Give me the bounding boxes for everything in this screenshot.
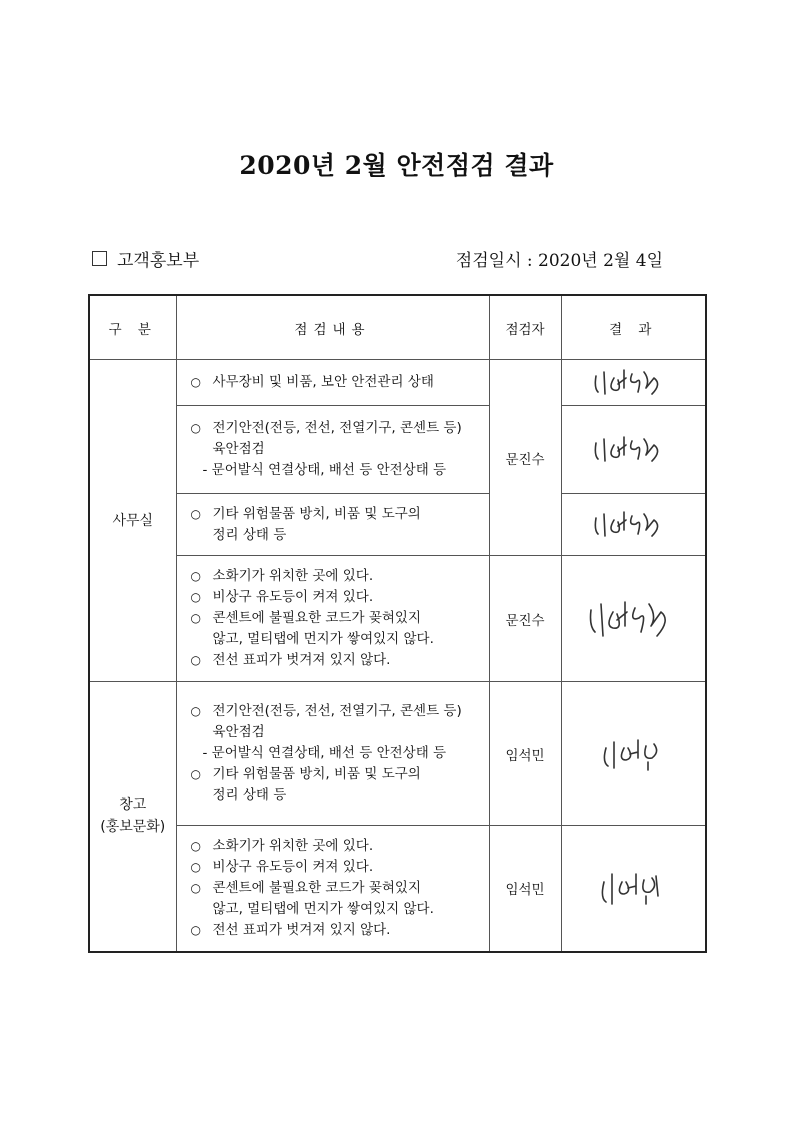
- check-item-text: 전기안전(전등, 전선, 전열기구, 콘센트 등): [212, 703, 462, 719]
- header-inspector: 점검자: [489, 295, 561, 360]
- inspector-name: 임석민: [489, 682, 561, 826]
- inspection-date: 점검일시 : 2020년 2월 4일: [455, 251, 663, 271]
- table-row: [89, 360, 706, 406]
- check-item-line: [191, 587, 479, 608]
- bullet-circle-icon: ○: [190, 859, 201, 874]
- check-items: [176, 360, 489, 406]
- inspector-name: 문진수: [489, 556, 561, 682]
- table-row: [89, 682, 706, 826]
- table-row: [89, 494, 706, 556]
- check-item-text: 정리 상태 등: [212, 787, 287, 803]
- signature-image: [561, 826, 706, 952]
- signature-image: [561, 360, 706, 406]
- inspector-name: 임석민: [489, 826, 561, 952]
- signature-image: [561, 556, 706, 682]
- check-item-line: [191, 372, 479, 393]
- check-item-text: 육안점검: [212, 724, 265, 740]
- signature-image: [561, 406, 706, 494]
- check-item-line: [191, 764, 479, 785]
- check-item-line: [191, 608, 479, 629]
- check-items: [176, 406, 489, 494]
- inspection-table: [88, 294, 707, 953]
- check-item-text: 소화기가 위치한 곳에 있다.: [212, 837, 374, 854]
- check-item-line: [191, 701, 479, 722]
- check-item-line: [191, 566, 479, 587]
- bullet-circle-icon: ○: [190, 767, 201, 781]
- signature-image: [561, 494, 706, 556]
- signature-icon: [598, 866, 668, 910]
- bullet-circle-icon: ○: [190, 375, 201, 389]
- check-item-text: - 문어발식 연결상태, 배선 등 안전상태 등: [202, 745, 447, 761]
- check-item-text: 전기안전(전등, 전선, 전열기구, 콘센트 등): [212, 420, 462, 436]
- check-item-line: [191, 722, 479, 743]
- bullet-circle-icon: ○: [190, 506, 201, 521]
- check-item-line: [191, 418, 479, 439]
- department-name: 고객홍보부: [117, 251, 200, 271]
- header-content: 점검내용: [176, 295, 489, 360]
- signature-icon: [583, 596, 683, 642]
- table-header-row: [89, 295, 706, 360]
- check-item-text: 않고, 멀티탭에 먼지가 쌓여있지 않다.: [212, 900, 434, 917]
- check-item-line: [191, 504, 479, 525]
- check-item-line: [191, 460, 479, 481]
- table-row: [89, 406, 706, 494]
- header-result: 결 과: [561, 295, 706, 360]
- signature-icon: [598, 734, 668, 774]
- check-item-text: 전선 표피가 벗겨져 있지 않다.: [212, 921, 391, 938]
- check-item-text: 사무장비 및 비품, 보안 안전관리 상태: [212, 374, 434, 390]
- check-item-line: [191, 743, 479, 764]
- check-item-text: 비상구 유도등이 켜져 있다.: [212, 858, 374, 875]
- bullet-circle-icon: ○: [190, 653, 201, 667]
- check-item-text: 전선 표피가 벗겨져 있지 않다.: [212, 652, 391, 668]
- check-item-line: [191, 857, 479, 878]
- bullet-circle-icon: ○: [190, 922, 201, 937]
- bullet-circle-icon: ○: [190, 704, 201, 718]
- check-item-text: 기타 위험물품 방치, 비품 및 도구의: [212, 505, 421, 522]
- signature-image: [561, 682, 706, 826]
- category-label: 사무실: [112, 512, 154, 529]
- header-category: 구 분: [89, 295, 176, 360]
- category-warehouse: [89, 682, 176, 952]
- check-item-text: 기타 위험물품 방치, 비품 및 도구의: [212, 766, 421, 782]
- page-title: 2020년 2월 안전점검 결과: [239, 151, 554, 180]
- check-item-text: 콘센트에 불필요한 코드가 꽂혀있지: [212, 610, 421, 626]
- department-checkbox[interactable]: [92, 251, 107, 266]
- check-item-line: [191, 785, 479, 806]
- bullet-circle-icon: ○: [190, 569, 201, 583]
- category-label: 창고: [119, 797, 147, 814]
- check-item-text: 정리 상태 등: [212, 526, 287, 543]
- check-item-line: [191, 525, 479, 546]
- check-items: [176, 556, 489, 682]
- check-item-text: 콘센트에 불필요한 코드가 꽂혀있지: [212, 879, 421, 896]
- check-item-text: 육안점검: [212, 441, 265, 457]
- bullet-circle-icon: ○: [190, 590, 201, 604]
- signature-icon: [588, 508, 678, 542]
- signature-icon: [588, 366, 678, 400]
- signature-icon: [588, 433, 678, 467]
- department-label: [92, 246, 199, 271]
- check-item-line: [191, 878, 479, 899]
- check-item-line: [191, 650, 479, 671]
- bullet-circle-icon: ○: [190, 838, 201, 853]
- check-item-line: [191, 439, 479, 460]
- category-office: [89, 360, 176, 682]
- bullet-circle-icon: ○: [190, 611, 201, 625]
- check-item-line: [191, 836, 479, 857]
- check-item-line: [191, 629, 479, 650]
- check-item-line: [191, 920, 479, 941]
- check-item-text: 소화기가 위치한 곳에 있다.: [212, 568, 374, 584]
- check-item-text: - 문어발식 연결상태, 배선 등 안전상태 등: [202, 462, 447, 478]
- check-items: [176, 826, 489, 952]
- check-item-line: [191, 899, 479, 920]
- bullet-circle-icon: ○: [190, 880, 201, 895]
- check-items: [176, 494, 489, 556]
- category-sub-label: (홍보문화): [100, 819, 166, 836]
- table-row: [89, 826, 706, 952]
- bullet-circle-icon: ○: [190, 421, 201, 435]
- inspector-name: 문진수: [489, 360, 561, 556]
- table-row: [89, 556, 706, 682]
- check-item-text: 비상구 유도등이 켜져 있다.: [212, 589, 374, 605]
- check-items: [176, 682, 489, 826]
- check-item-text: 않고, 멀티탭에 먼지가 쌓여있지 않다.: [212, 631, 434, 647]
